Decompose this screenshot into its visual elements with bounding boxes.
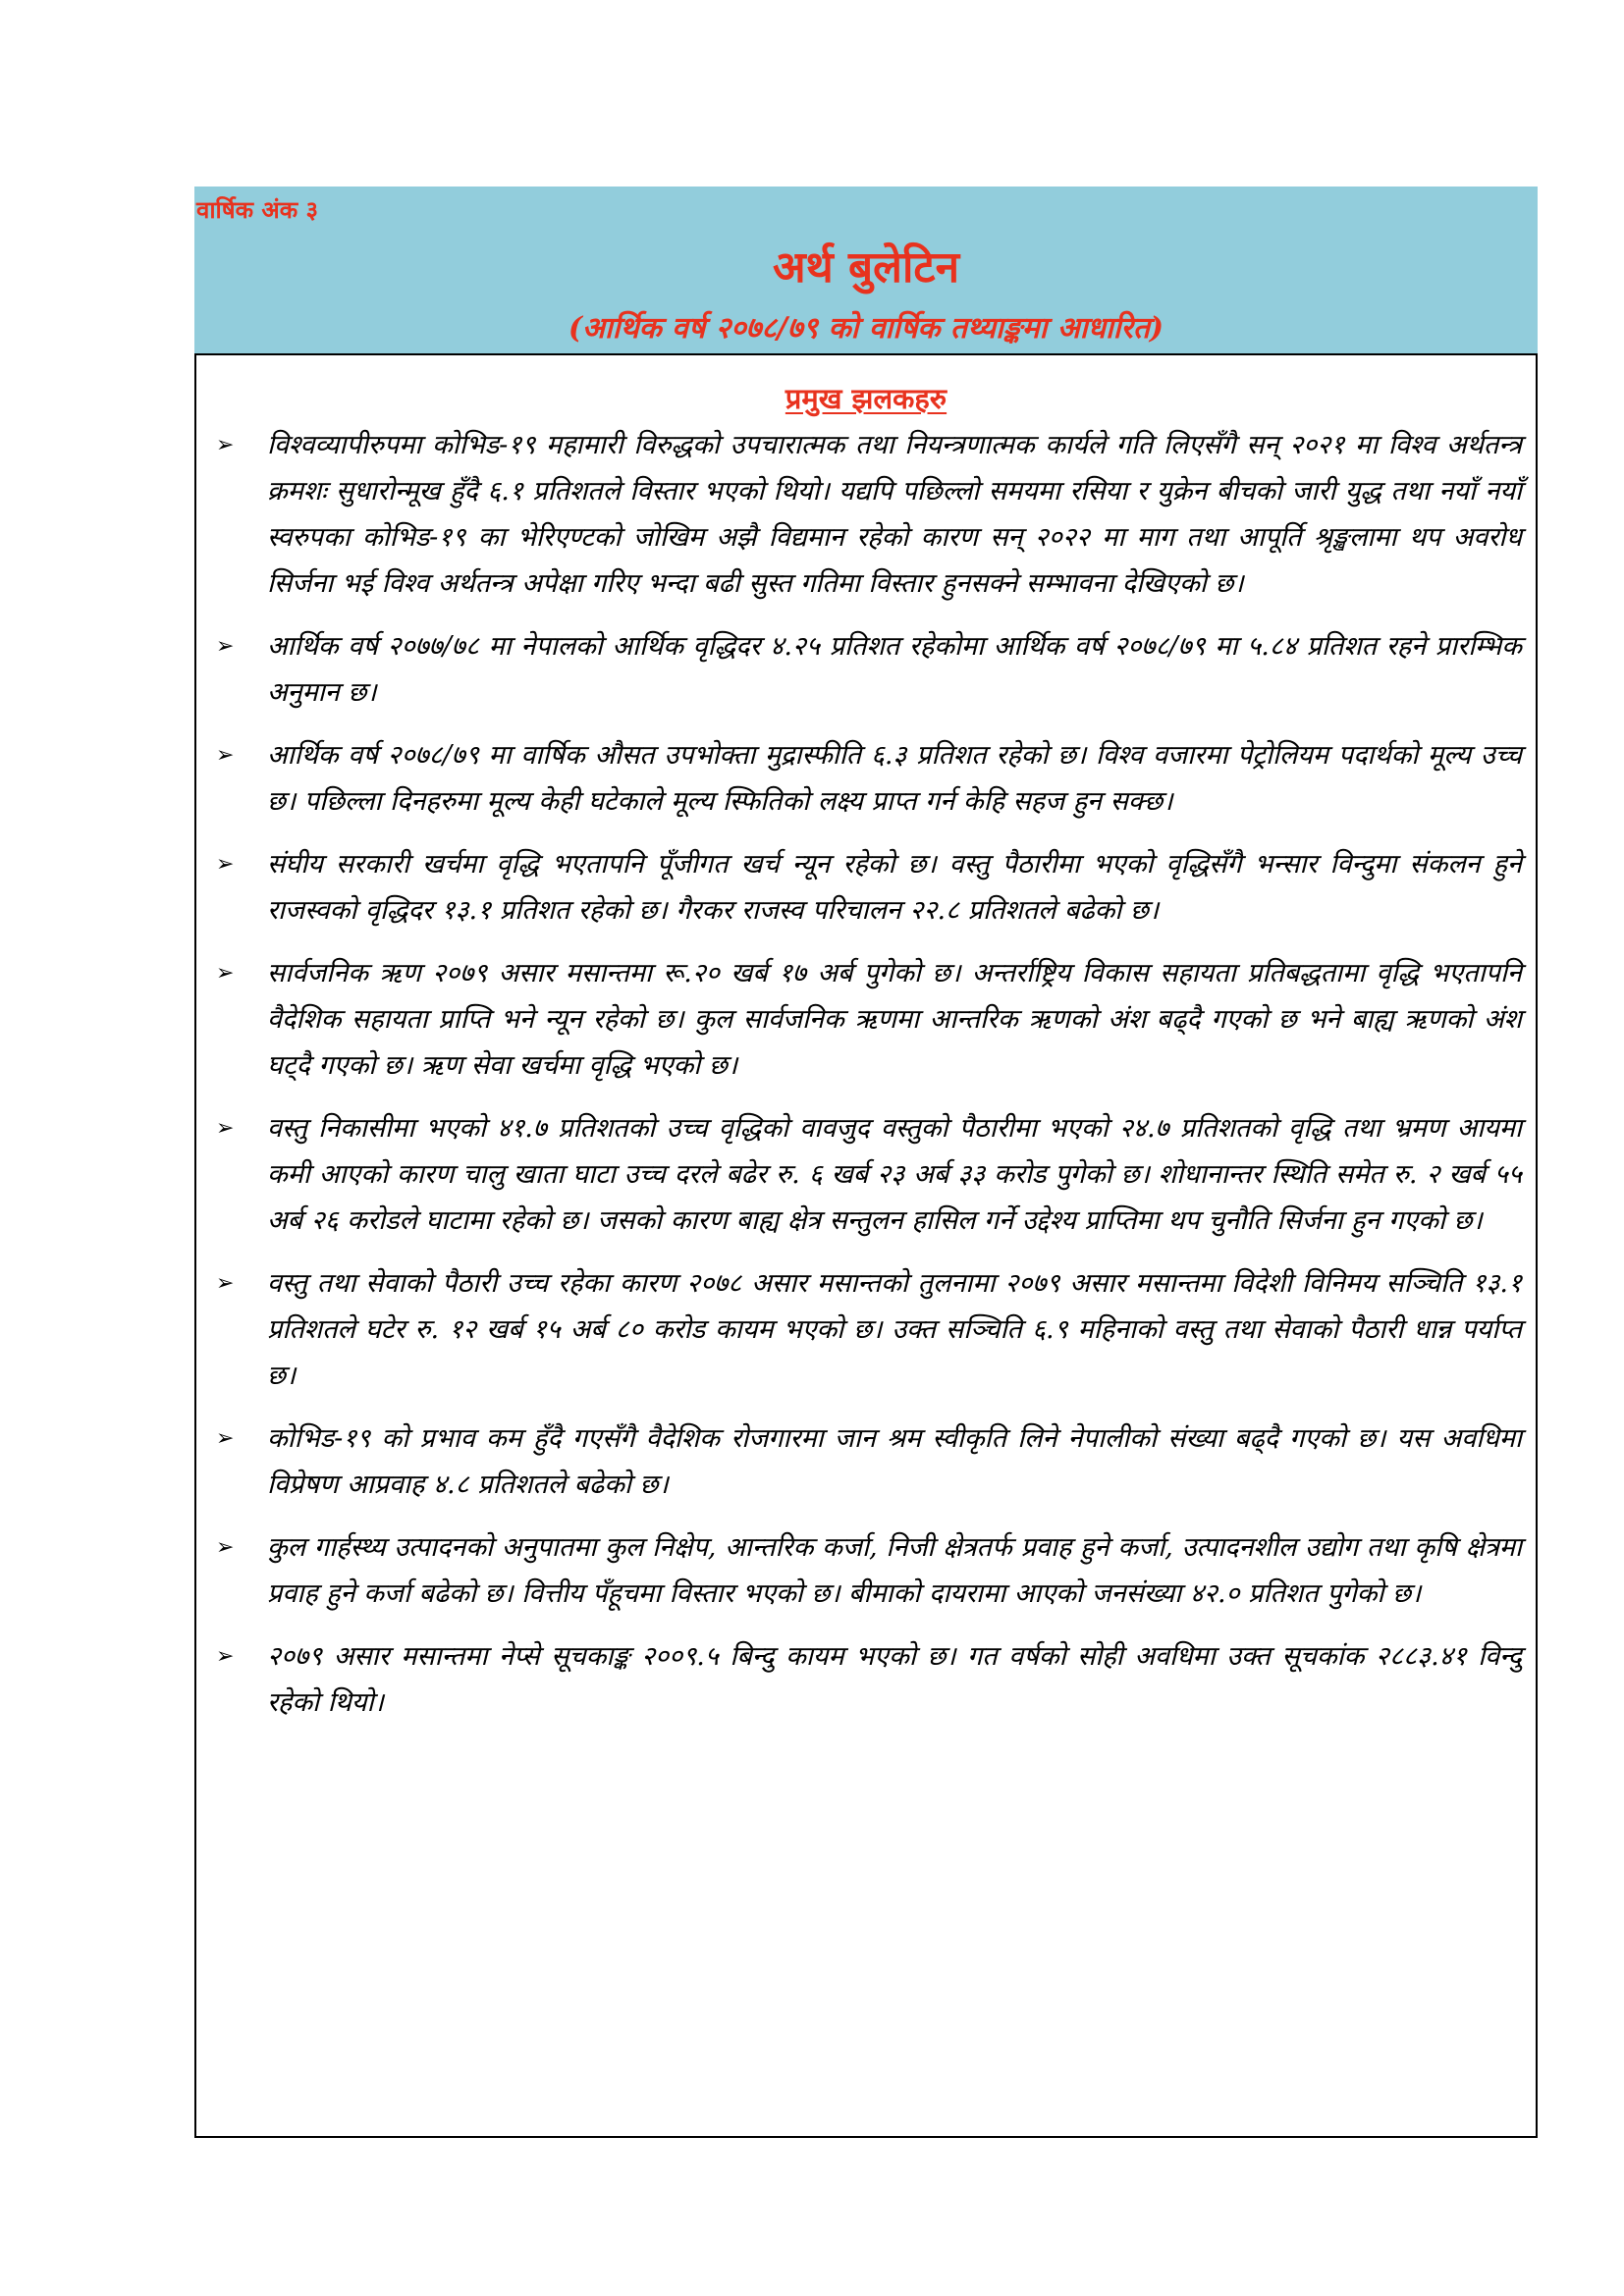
highlight-text: आर्थिक वर्ष २०७८/७९ मा वार्षिक औसत उपभोक्ता मुद्रास्फीति ६.३ प्रतिशत रहेको छ। विश्व वजारमा पेट्रोलियम पदार्थको मूल्य उच्च छ। पछिल्ला दिनहरुमा मूल्य केही घटेकाले मूल्य स्फिति‍को लक्ष्य प्राप्त गर्न केहि सहज हुन सक्छ। [267,740,1522,817]
arrowhead-bullet-icon: ➢ [216,634,235,659]
highlight-item [206,1260,1522,1399]
highlight-item [206,422,1522,607]
bulletin-title: अर्थ बुलेटिन [773,242,959,293]
highlight-item [206,1633,1522,1726]
arrowhead-bullet-icon: ➢ [216,743,235,768]
arrowhead-bullet-icon: ➢ [216,1644,235,1669]
highlight-item [206,623,1522,716]
bulletin-subtitle: (आर्थिक वर्ष २०७८/७९ को वार्षिक तथ्याङ्कमा आधारित) [568,311,1164,346]
arrowhead-bullet-icon: ➢ [216,1116,235,1141]
highlights-heading [194,379,1538,417]
highlight-text: वस्तु तथा सेवाको पैठारी उच्च रहेका कारण २०७८ असार मसान्तको तुलनामा २०७९ असार मसान्तमा विदेशी विनिमय सञ्चिति १३.१ प्रतिशतले घटेर रु. १२ खर्ब १५ अर्ब ८० करोड कायम भएको छ। उक्त सञ्चिति ६.९ महिनाको वस्तु तथा सेवाको पैठारी धान्न पर्याप्त छ। [267,1268,1522,1391]
highlight-text: संघीय सरकारी खर्चमा वृद्धि भएतापनि पूँजीगत खर्च न्यून रहेको छ। वस्तु पैठारीमा भएको वृद्धिसँगै भन्सार विन्दुमा संकलन हुने राजस्वको वृद्धिदर १३.१ प्रतिशत रहेको छ। गैरकर राजस्व परिचालन २२.८ प्रतिशतले बढेको छ। [267,849,1522,926]
highlight-text: कोभिड-१९ को प्रभाव कम हुँदै गएसँगै वैदेशिक रोजगारमा जान श्रम स्वीकृति लिने नेपालीको संख्या बढ्दै गएको छ। यस अवधिमा विप्रेषण आप्रवाह ४.८ प्रतिशतले बढेको छ। [267,1423,1522,1500]
arrowhead-bullet-icon: ➢ [216,433,235,457]
highlight-item [206,1524,1522,1617]
arrowhead-bullet-icon: ➢ [216,1426,235,1451]
arrowhead-bullet-icon: ➢ [216,1535,235,1560]
highlight-item [206,1415,1522,1508]
highlight-text: वस्तु निकासीमा भएको ४१.७ प्रतिशतको उच्च वृद्धिको वावजुद वस्तुको पैठारीमा भएको २४.७ प्रतिशतको वृद्धि तथा भ्रमण आयमा कमी आएको कारण चालु खाता घाटा उच्च दरले बढेर रु. ६ खर्ब २३ अर्ब ३३ करोड पुगेको छ। शोधानान्तर स्थिति समेत रु. २ खर्ब ५५ अर्ब २६ करोडले घाटामा रहेको छ। जसको कारण बाह्य क्षेत्र सन्तुलन हासिल गर्ने उद्देश्य प्राप्तिमा थप चुनौति सिर्जना हुन गएको छ। [267,1113,1522,1236]
highlight-item [206,841,1522,934]
highlights-list [206,422,1522,1742]
arrowhead-bullet-icon: ➢ [216,1271,235,1296]
arrowhead-bullet-icon: ➢ [216,961,235,986]
highlight-item [206,1105,1522,1244]
highlight-text: विश्वव्यापीरुपमा कोभिड-१९ महामारी विरुद्धको उपचारात्मक तथा नियन्त्रणात्मक कार्यले गति लिएसँगै सन् २०२१ मा विश्व अर्थतन्त्र क्रमशः सुधारोन्मूख हुँदै ६.१ प्रतिशतले विस्तार भएको थियो। यद्यपि पछिल्लो समयमा रसिया र युक्रेन बीचको जारी युद्ध तथा नयाँ नयाँ स्वरुपका कोभिड-१९ का भेरिएण्टको जोखिम अझै विद्यमान रहेको कारण सन् २०२२ मा माग तथा आपूर्ति श्रृङ्खलामा थप अवरोध सिर्जना भई विश्व अर्थतन्त्र अपेक्षा गरिए भन्दा बढी सुस्त गतिमा विस्तार हुनसक्ने सम्भावना देखिएको छ। [267,430,1522,599]
highlight-item [206,732,1522,825]
highlights-heading-text: प्रमुख झलकहरु [785,382,947,415]
issue-label: वार्षिक अंक ३ [196,196,319,224]
highlight-text: २०७९ असार मसान्तमा नेप्से सूचकाङ्क २००९.५ बिन्दु कायम भएको छ। गत वर्षको सोही अवधिमा उक्त सूचकांक २८८३.४१ विन्दु रहेको थियो। [267,1641,1522,1718]
highlight-text: कुल गार्हस्थ्य उत्पादनको अनुपातमा कुल निक्षेप, आन्तरिक कर्जा, निजी क्षेत्रतर्फ प्रवाह हुने कर्जा, उत्पादनशील उद्योग तथा कृषि क्षेत्रमा प्रवाह हुने कर्जा बढेको छ। वित्तीय पँहूचमा विस्तार भएको छ। बीमाको दायरामा आएको जनसंख्या ४२.० प्रतिशत पुगेको छ। [267,1532,1522,1609]
highlight-text: सार्वजनिक ऋण २०७९ असार मसान्तमा रू.२० खर्ब १७ अर्ब पुगेको छ। अन्तर्राष्ट्रिय विकास सहायता प्रतिबद्धतामा वृद्धि भएतापनि वैदेशिक सहायता प्राप्ति भने न्यून रहेको छ। कुल सार्वजनिक ऋणमा आन्तरिक ऋणको अंश बढ्दै गएको छ भने बाह्य ऋणको अंश घट्दै गएको छ। ऋण सेवा खर्चमा वृद्धि भएको छ। [267,958,1522,1081]
highlight-item [206,950,1522,1089]
highlight-text: आर्थिक वर्ष २०७७/७८ मा नेपालको आर्थिक वृद्धिदर ४.२५ प्रतिशत रहेकोमा आर्थिक वर्ष २०७८/७९ मा ५.८४ प्रतिशत रहने प्रारम्भिक अनुमान छ। [267,631,1522,708]
arrowhead-bullet-icon: ➢ [216,852,235,877]
